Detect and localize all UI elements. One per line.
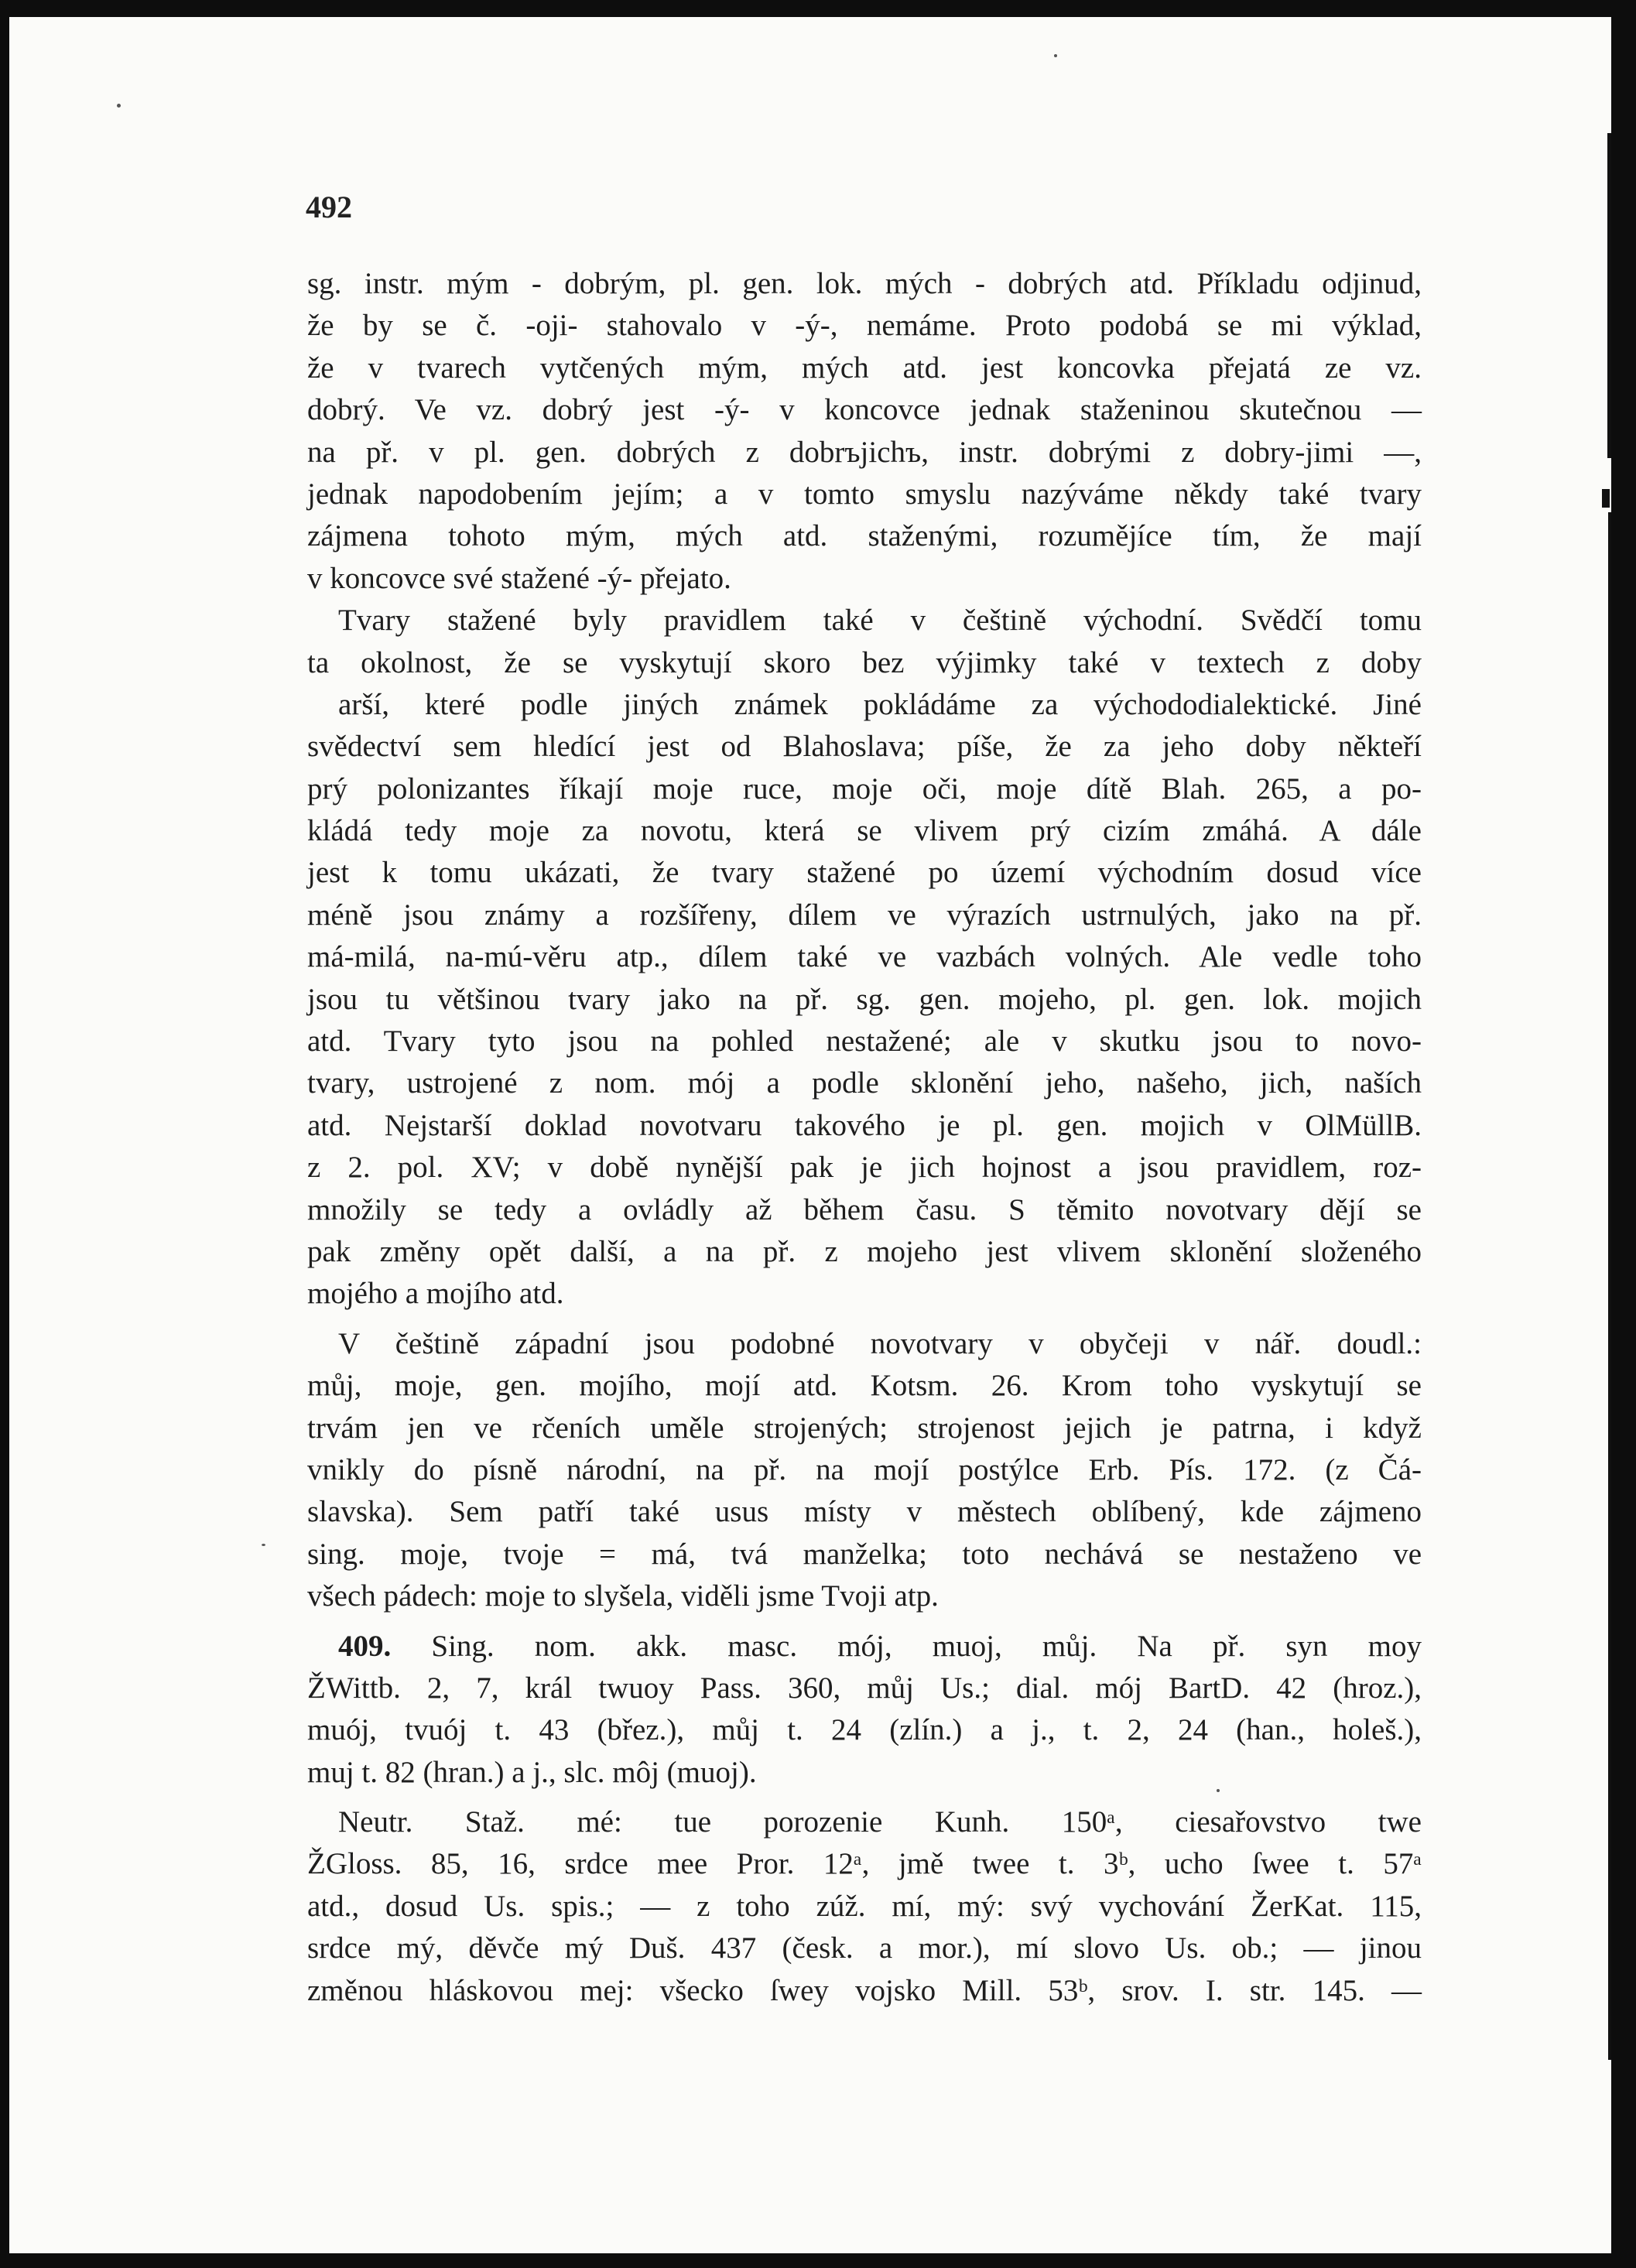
- section-number: 409.: [338, 1629, 392, 1663]
- scan-speck: [262, 1544, 265, 1546]
- scan-edge-mark: [1602, 489, 1610, 508]
- text-line: muj t. 82 (hran.) a j., slc. môj (muoj).: [307, 1755, 757, 1789]
- text-line: dobrý. Ve vz. dobrý jest -ý- v koncovce jednak staženinou skutečnou —: [307, 393, 1422, 427]
- text-line: vnikly do písně národní, na př. na mojí postýlce Erb. Pís. 172. (z Čá-: [307, 1452, 1422, 1486]
- text-line: z 2. pol. XV; v době nynější pak je jich hojnost a jsou pravidlem, roz-: [307, 1151, 1422, 1185]
- text-line: že by se č. -oji- stahovalo v -ý-, nemáme. Proto podobá se mi výklad,: [307, 309, 1422, 343]
- text-line: mojého a mojího atd.: [307, 1277, 564, 1311]
- text-line: arší, které podle jiných známek pokládáme za východodialektické. Jiné: [338, 687, 1422, 721]
- text-line: trvám jen ve rčeních uměle strojených; strojenost jejich je patrna, i když: [307, 1411, 1422, 1445]
- text-line: Tvary stažené byly pravidlem také v češtině východní. Svědčí tomu: [338, 604, 1422, 638]
- scan-edge-line: [1607, 133, 1611, 458]
- text-line: atd., dosud Us. spis.; — z toho zúž. mí, mý: svý vychování ŽerKat. 115,: [307, 1889, 1422, 1923]
- text-line: jednak napodobením jejím; a v tomto smyslu nazýváme někdy také tvary: [307, 477, 1422, 511]
- text-line: tvary, ustrojené z nom. mój a podle sklonění jeho, našeho, jich, naších: [307, 1066, 1422, 1100]
- text-line: má-milá, na-mú-věru atp., dílem také ve vazbách volných. Ale vedle toho: [307, 940, 1422, 974]
- page-number: 492: [306, 190, 352, 224]
- text-line: na př. v pl. gen. dobrých z dobrъjichъ, instr. dobrými z dobry-jimi —,: [307, 435, 1422, 469]
- text-line: muój, tvuój t. 43 (břez.), můj t. 24 (zlín.) a j., t. 2, 24 (han., holeš.),: [307, 1713, 1422, 1747]
- paragraph: [307, 263, 1422, 600]
- text-line: V češtině západní jsou podobné novotvary v obyčeji v nář. doudl.:: [338, 1326, 1422, 1360]
- text-line: [307, 1626, 1422, 1668]
- text-line: slavska). Sem patří také usus místy v městech oblíbený, kde zájmeno: [307, 1495, 1422, 1529]
- scan-speck: [117, 104, 121, 108]
- text-line: sg. instr. mým - dobrým, pl. gen. lok. mých - dobrých atd. Příkladu odjinud,: [307, 267, 1422, 300]
- text-line: jest k tomu ukázati, že tvary stažené po území východním dosud více: [307, 856, 1422, 890]
- scan-speck: [1054, 54, 1057, 57]
- text-line: ta okolnost, že se vyskytují skoro bez výjimky také v textech z doby: [307, 645, 1422, 679]
- section-first-line: Sing. nom. akk. masc. mój, muoj, můj. Na př. syn moy: [431, 1629, 1422, 1663]
- paragraph: [307, 1626, 1422, 1794]
- text-line: atd. Nejstarší doklad novotvaru takového je pl. gen. mojich v OlMüllB.: [307, 1108, 1422, 1142]
- text-line: ŽGloss. 85, 16, srdce mee Pror. 12ᵃ, jmě twee t. 3ᵇ, ucho ſwee t. 57ᵃ: [307, 1847, 1422, 1881]
- text-line: ŽWittb. 2, 7, král twuoy Pass. 360, můj Us.; dial. mój BartD. 42 (hroz.),: [307, 1671, 1422, 1705]
- paragraph: [307, 600, 1422, 1315]
- text-line: svědectví sem hledící jest od Blahoslava; píše, že za jeho doby někteří: [307, 730, 1422, 764]
- text-line: kládá tedy moje za novotu, která se vlivem prý cizím zmáhá. A dále: [307, 814, 1422, 848]
- scan-edge-line: [1608, 512, 1611, 2060]
- text-line: méně jsou známy a rozšířeny, dílem ve výrazích ustrnulých, jako na př.: [307, 898, 1422, 932]
- text-line: Neutr. Stаž. mé: tue porozenie Kunh. 150ᵃ, ciesařovstvo twe: [338, 1805, 1422, 1839]
- text-line: změnou hláskovou mej: všecko ſwey vojsko Mill. 53ᵇ, srov. I. str. 145. —: [307, 1973, 1422, 2007]
- text-line: že v tvarech vytčených mým, mých atd. jest koncovka přejatá ze vz.: [307, 351, 1422, 385]
- text-line: pak změny opět další, a na př. z mojeho jest vlivem sklonění složeného: [307, 1234, 1422, 1268]
- text-line: můj, moje, gen. mojího, mojí atd. Kotsm. 26. Krom toho vyskytují se: [307, 1369, 1422, 1403]
- text-line: srdce mý, děvče mý Duš. 437 (česk. a mor.), mí slovo Us. ob.; — jinou: [307, 1931, 1422, 1965]
- book-page: [9, 17, 1611, 2253]
- text-line: zájmena tohoto mým, mých atd. staženými, rozumějíce tím, že mají: [307, 519, 1422, 553]
- paragraph: [307, 1801, 1422, 2012]
- text-line: všech pádech: moje to slyšela, viděli jsme Tvoji atp.: [307, 1579, 939, 1613]
- paragraph: [307, 1323, 1422, 1618]
- text-line: sing. moje, tvoje = má, tvá manželka; toto nechává se nestaženo ve: [307, 1537, 1422, 1571]
- text-line: prý polonizantes říkají moje ruce, moje oči, moje dítě Blah. 265, a po-: [307, 771, 1422, 806]
- text-line: atd. Tvary tyto jsou na pohled nestažené; ale v skutku jsou to novo-: [307, 1025, 1422, 1059]
- text-line: jsou tu většinou tvary jako na př. sg. gen. mojeho, pl. gen. lok. mojich: [307, 982, 1422, 1016]
- text-line: množily se tedy a ovládly až během času. S těmito novotvary dějí se: [307, 1192, 1422, 1226]
- text-line: v koncovce své stažené -ý- přejato.: [307, 561, 731, 595]
- body-text: [307, 263, 1422, 2012]
